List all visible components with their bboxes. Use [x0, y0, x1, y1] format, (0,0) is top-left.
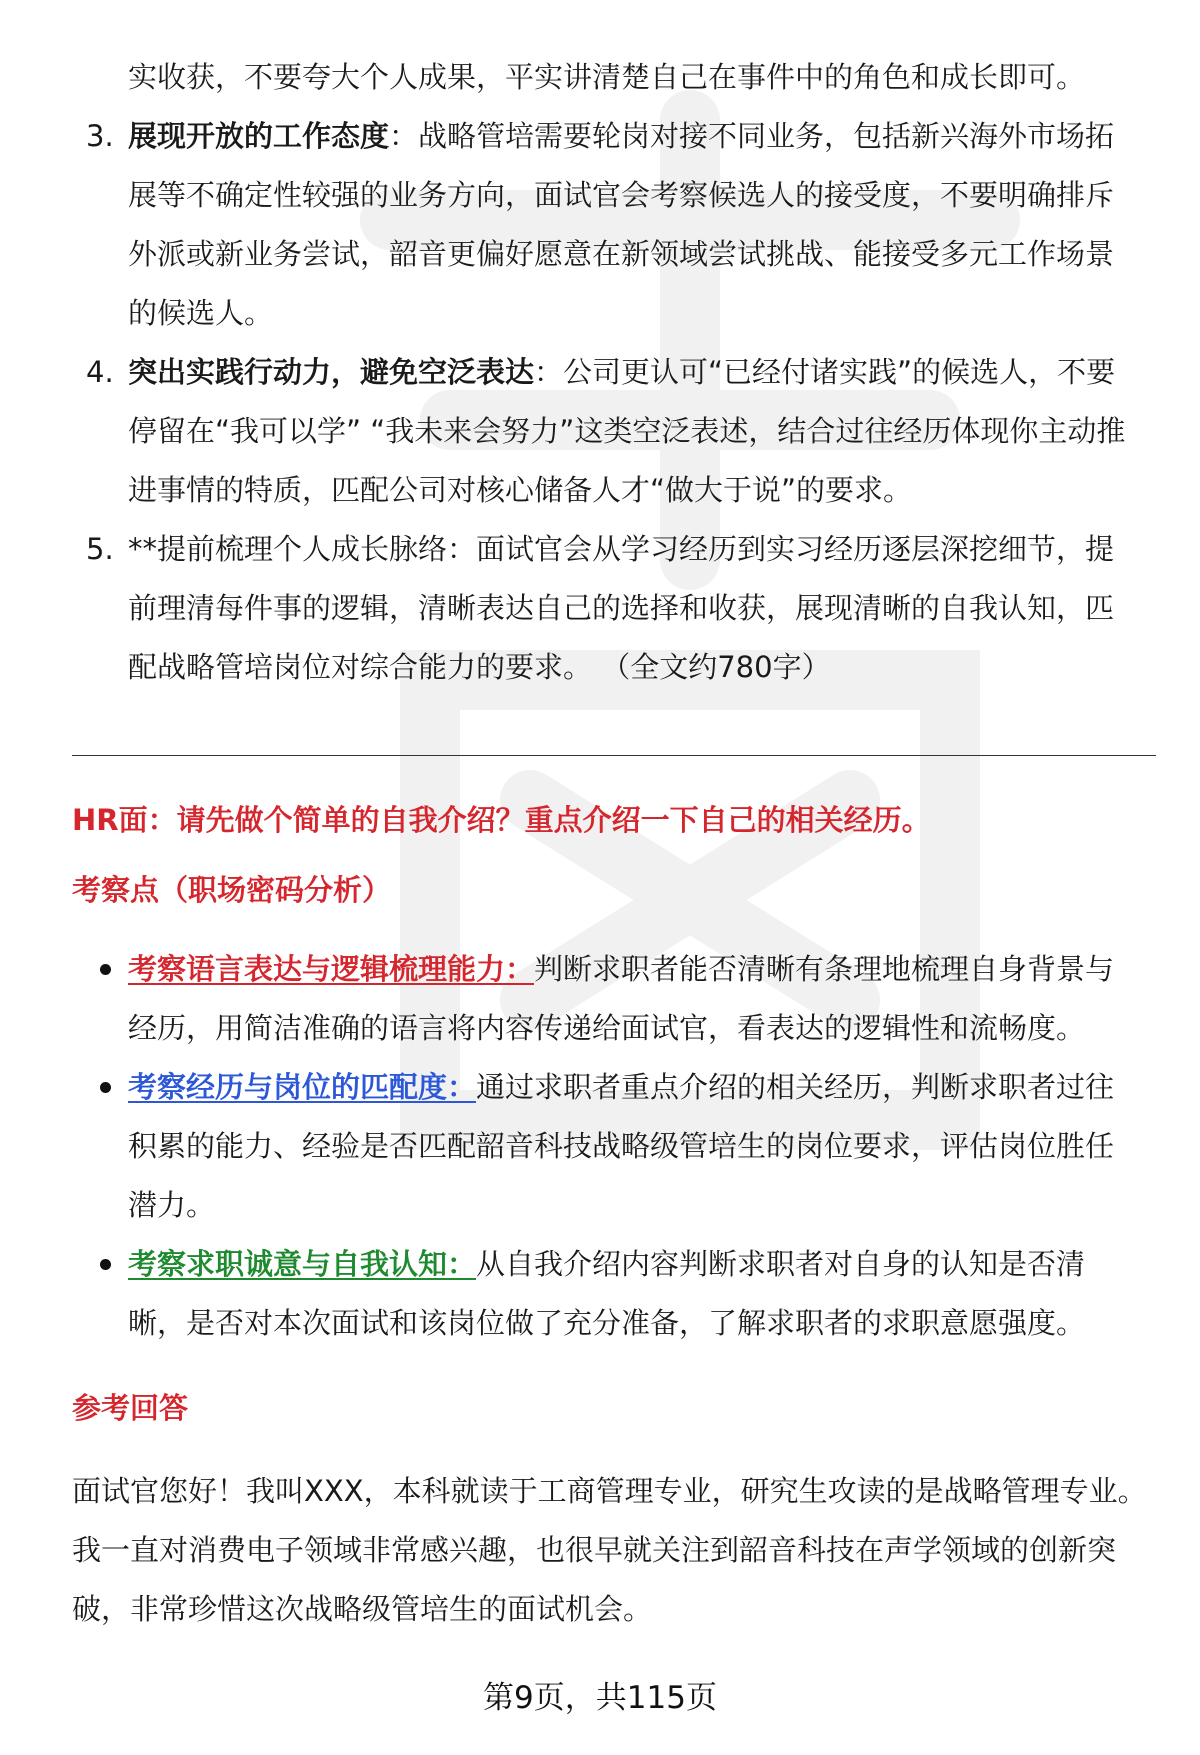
bullet-icon	[100, 1082, 111, 1093]
list-item-title: 突出实践行动力，避免空泛表达	[128, 355, 535, 389]
point-text: 通过求职者重点介绍的相关经历，判断求职者过往积累的能力、经验是否匹配韶音科技战略级管培生的岗位要求，评估岗位胜任潜力。	[128, 1070, 1115, 1222]
page-footer: 第9页，共115页	[483, 1680, 717, 1716]
list-item	[72, 107, 1142, 343]
analysis-points	[72, 940, 1142, 1353]
list-item-text: ：公司更认可“已经付诸实践”的候选人，不要停留在“我可以学” “我未来会努力”这类空泛表述，结合过往经历体现你主动推进事情的特质，匹配公司对核心储备人才“做大于说”的要求。	[128, 355, 1126, 507]
bullet-icon	[100, 964, 111, 975]
answer-paragraph: 面试官您好！我叫XXX，本科就读于工商管理专业，研究生攻读的是战略管理专业。我一直对消费电子领域非常感兴趣，也很早就关注到韶音科技在声学领域的创新突破，非常珍惜这次战略级管培生的面试机会。	[72, 1474, 1147, 1626]
section-divider	[72, 755, 1156, 756]
continuation-text: 实收获，不要夸大个人成果，平实讲清楚自己在事件中的角色和成长即可。	[128, 60, 1086, 94]
list-item	[72, 940, 1142, 1058]
tips-list	[72, 107, 1142, 697]
list-item	[72, 343, 1142, 520]
list-number: 3.	[86, 119, 114, 153]
point-text: 从自我介绍内容判断求职者对自身的认知是否清晰，是否对本次面试和该岗位做了充分准备，了解求职者的求职意愿强度。	[128, 1247, 1086, 1340]
list-item	[72, 1235, 1142, 1353]
point-text: 判断求职者能否清晰有条理地梳理自身背景与经历，用简洁准确的语言将内容传递给面试官，看表达的逻辑性和流畅度。	[128, 952, 1115, 1045]
list-item-text: ：战略管培需要轮岗对接不同业务，包括新兴海外市场拓展等不确定性较强的业务方向，面试官会考察候选人的接受度，不要明确排斥外派或新业务尝试，韶音更偏好愿意在新领域尝试挑战、能接受多元工作场景的候选人。	[128, 119, 1115, 330]
list-number: 5.	[86, 532, 114, 566]
bullet-icon	[100, 1259, 111, 1270]
list-item-text: **提前梳理个人成长脉络：面试官会从学习经历到实习经历逐层深挖细节，提前理清每件事的逻辑，清晰表达自己的选择和收获，展现清晰的自我认知，匹配战略管培岗位对综合能力的要求。 （全文约780字）	[128, 532, 1115, 684]
list-number: 4.	[86, 355, 114, 389]
point-label: 考察经历与岗位的匹配度：	[128, 1070, 477, 1104]
point-label: 考察语言表达与逻辑梳理能力：	[128, 952, 535, 986]
list-item	[72, 1058, 1142, 1235]
list-item	[72, 520, 1142, 697]
answer-heading: 参考回答	[72, 1391, 189, 1425]
question-heading: HR面：请先做个简单的自我介绍？重点介绍一下自己的相关经历。	[72, 803, 931, 837]
list-item-title: 展现开放的工作态度	[128, 119, 390, 153]
analysis-heading: 考察点（职场密码分析）	[72, 873, 392, 907]
point-label: 考察求职诚意与自我认知：	[128, 1247, 477, 1281]
